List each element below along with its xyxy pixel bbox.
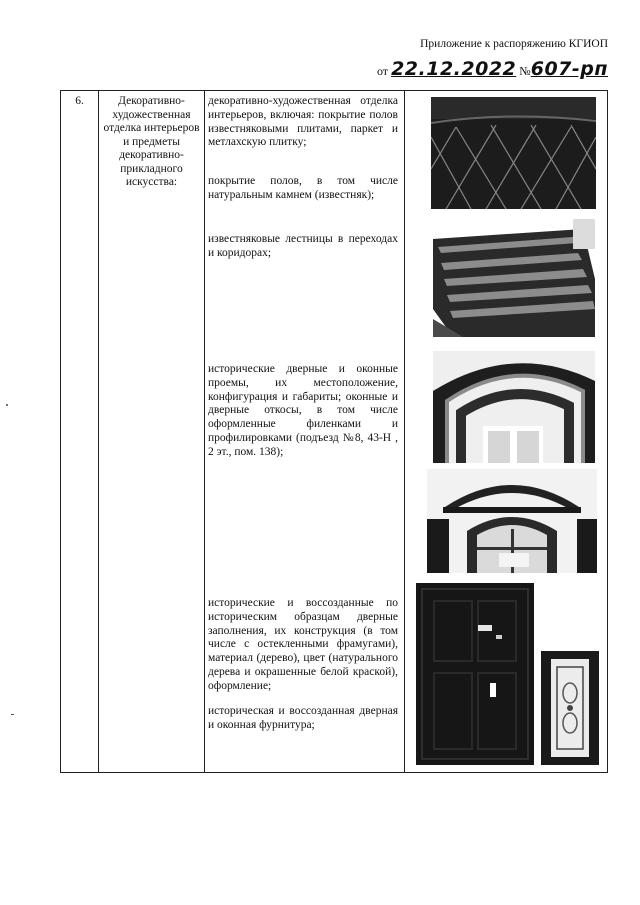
column-divider — [98, 91, 99, 772]
item-stone-floor: покрытие полов, в том числе натуральным камнем (известняк); — [208, 175, 398, 201]
order-number: 607-рп — [530, 57, 608, 80]
number-prefix: № — [519, 63, 531, 78]
item-floors: декоративно-художественная отделка интерьеров, включая: покрытие полов известняковыми плитами, паркет и метлахскую плитку; — [208, 95, 398, 149]
document-header — [377, 38, 608, 81]
wooden-door-photo — [416, 583, 534, 765]
item-stairs: известняковые лестницы в переходах и коридорах; — [208, 233, 398, 259]
limestone-stairs-photo — [433, 219, 595, 337]
door-panel-detail-photo — [541, 651, 599, 765]
column-divider — [404, 91, 405, 772]
scan-speck — [11, 714, 14, 715]
date-prefix: от — [376, 63, 389, 78]
appendix-title: Приложение к распоряжению КГИОП — [420, 38, 608, 50]
item-hardware: историческая и воссозданная дверная и оконная фурнитура; — [208, 705, 398, 731]
scan-speck — [6, 404, 8, 406]
item-doors: исторические и воссозданные по историческим образцам дверные заполнения, их конструкция (в том числе с остекленными фрамугами), материал (дерево), цвет (натурального дерева и окрашенные белой краской), оформление; — [208, 597, 398, 692]
protected-elements-table — [60, 90, 608, 773]
item-openings: исторические дверные и оконные проемы, их местоположение, конфигурация и габариты; оконные и дверные откосы, в том числе оформленные филенками и профилировками (подъезд №8, 43-Н , 2 эт., пом. 138); — [208, 363, 398, 458]
arched-opening-photo — [433, 351, 595, 463]
window-pediment-photo — [427, 469, 597, 573]
column-divider — [204, 91, 205, 772]
floor-tiles-photo — [431, 97, 596, 209]
row-number: 6. — [75, 95, 84, 107]
category-cell: Декоративно-художественная отделка интерьеров и предметы декоративно-прикладного искусства: — [103, 95, 200, 189]
order-date: 22.12.2022 — [391, 57, 517, 80]
order-reference — [377, 58, 608, 81]
